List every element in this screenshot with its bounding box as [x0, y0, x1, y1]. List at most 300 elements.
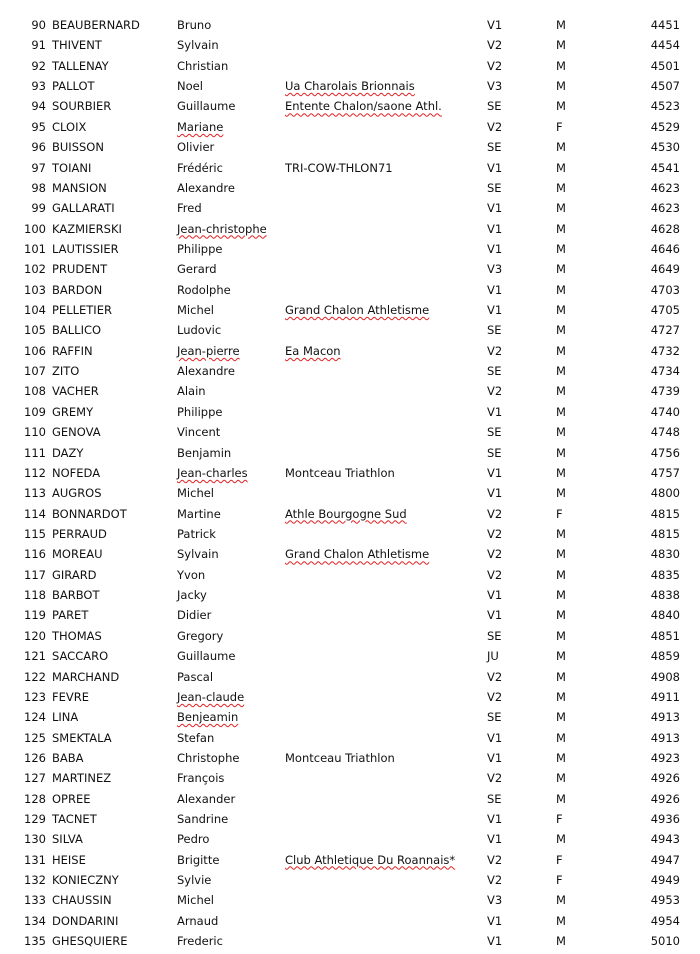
last-name-cell: GHESQUIERE [52, 934, 128, 949]
last-name-cell: BARDON [52, 282, 103, 297]
time-cell: 4739 [650, 384, 680, 399]
sex-cell: F [556, 873, 563, 888]
time-cell: 4947 [650, 852, 680, 867]
time-cell: 4501 [650, 58, 680, 73]
first-name-cell: Michel [177, 893, 214, 908]
first-name-cell: Jean-christophe [177, 221, 267, 236]
first-name-cell: Frederic [177, 934, 223, 949]
first-name-cell: Arnaud [177, 913, 219, 928]
first-name-cell: Fred [177, 201, 202, 216]
time-cell: 4541 [650, 160, 680, 175]
rank-cell: 94 [31, 99, 46, 114]
sex-cell: M [556, 934, 566, 949]
sex-cell: M [556, 18, 566, 32]
time-cell: 4800 [650, 486, 680, 501]
category-cell: SE [487, 425, 502, 440]
last-name-cell: TACNET [52, 812, 97, 827]
category-cell: V1 [487, 241, 503, 256]
table-row [0, 35, 700, 55]
club-cell: Ua Charolais Brionnais [285, 79, 415, 94]
time-cell: 4859 [650, 649, 680, 664]
category-cell: V1 [487, 18, 503, 32]
time-cell: 4740 [650, 404, 680, 419]
first-name-cell: Sylvain [177, 547, 219, 562]
rank-cell: 120 [24, 628, 46, 643]
last-name-cell: PALLOT [52, 79, 95, 94]
sex-cell: M [556, 58, 566, 73]
table-row [0, 422, 700, 442]
table-row [0, 96, 700, 116]
last-name-cell: ZITO [52, 364, 80, 379]
last-name-cell: PRUDENT [52, 262, 108, 277]
rank-cell: 126 [24, 750, 46, 765]
table-row [0, 463, 700, 483]
sex-cell: M [556, 608, 566, 623]
time-cell: 4838 [650, 588, 680, 603]
sex-cell: M [556, 526, 566, 541]
table-row [0, 259, 700, 279]
first-name-cell: François [177, 771, 225, 786]
table-row [0, 870, 700, 890]
sex-cell: M [556, 99, 566, 114]
rank-cell: 113 [24, 486, 46, 501]
category-cell: V2 [487, 669, 503, 684]
time-cell: 4649 [650, 262, 680, 277]
last-name-cell: MOREAU [52, 547, 103, 562]
rank-cell: 102 [24, 262, 46, 277]
time-cell: 4703 [650, 282, 680, 297]
table-row [0, 341, 700, 361]
first-name-cell: Noel [177, 79, 203, 94]
rank-cell: 114 [24, 506, 46, 521]
club-cell: Athle Bourgogne Sud [285, 506, 407, 521]
sex-cell: M [556, 465, 566, 480]
last-name-cell: MARCHAND [52, 669, 120, 684]
table-row [0, 809, 700, 829]
first-name-cell: Stefan [177, 730, 215, 745]
time-cell: 4840 [650, 608, 680, 623]
first-name-cell: Jean-charles [177, 465, 248, 480]
first-name-cell: Jean-claude [177, 689, 245, 704]
category-cell: V1 [487, 160, 503, 175]
sex-cell: F [556, 506, 563, 521]
rank-cell: 111 [24, 445, 46, 460]
last-name-cell: KONIECZNY [52, 873, 119, 888]
sex-cell: M [556, 750, 566, 765]
category-cell: V1 [487, 730, 503, 745]
last-name-cell: CHAUSSIN [52, 893, 112, 908]
first-name-cell: Brigitte [177, 852, 220, 867]
last-name-cell: PELLETIER [52, 303, 112, 318]
first-name-cell: Mariane [177, 119, 224, 134]
first-name-cell: Guillaume [177, 99, 236, 114]
table-row [0, 931, 700, 951]
last-name-cell: TOIANI [52, 160, 92, 175]
category-cell: V2 [487, 38, 503, 53]
rank-cell: 133 [24, 893, 46, 908]
table-row [0, 137, 700, 157]
club-cell: Club Athletique Du Roannais* [285, 852, 456, 867]
time-cell: 4530 [650, 140, 680, 155]
time-cell: 4727 [650, 323, 680, 338]
rank-cell: 97 [31, 160, 46, 175]
time-cell: 4923 [650, 750, 680, 765]
rank-cell: 106 [24, 343, 46, 358]
first-name-cell: Jacky [177, 588, 207, 603]
first-name-cell: Sandrine [177, 812, 229, 827]
sex-cell: M [556, 689, 566, 704]
rank-cell: 123 [24, 689, 46, 704]
table-row [0, 605, 700, 625]
table-row [0, 56, 700, 76]
category-cell: SE [487, 445, 502, 460]
table-row [0, 219, 700, 239]
time-cell: 4913 [650, 710, 680, 725]
last-name-cell: SOURBIER [52, 99, 112, 114]
table-row [0, 728, 700, 748]
sex-cell: M [556, 588, 566, 603]
category-cell: V2 [487, 506, 503, 521]
first-name-cell: Vincent [177, 425, 221, 440]
sex-cell: M [556, 567, 566, 582]
last-name-cell: BARBOT [52, 588, 100, 603]
sex-cell: F [556, 119, 563, 134]
rank-cell: 116 [24, 547, 46, 562]
rank-cell: 93 [31, 79, 46, 94]
last-name-cell: GALLARATI [52, 201, 115, 216]
table-row [0, 381, 700, 401]
rank-cell: 103 [24, 282, 46, 297]
table-row [0, 626, 700, 646]
category-cell: V2 [487, 873, 503, 888]
time-cell: 4815 [650, 506, 680, 521]
table-row [0, 544, 700, 564]
first-name-cell: Christian [177, 58, 229, 73]
last-name-cell: AUGROS [52, 486, 102, 501]
last-name-cell: LINA [52, 710, 79, 725]
time-cell: 4954 [650, 913, 680, 928]
category-cell: V1 [487, 750, 503, 765]
category-cell: V2 [487, 384, 503, 399]
time-cell: 4926 [650, 771, 680, 786]
time-cell: 4623 [650, 201, 680, 216]
rank-cell: 124 [24, 710, 46, 725]
rank-cell: 118 [24, 588, 46, 603]
category-cell: V1 [487, 303, 503, 318]
rank-cell: 90 [31, 18, 46, 32]
time-cell: 4523 [650, 99, 680, 114]
category-cell: V2 [487, 343, 503, 358]
sex-cell: M [556, 771, 566, 786]
rank-cell: 107 [24, 364, 46, 379]
sex-cell: M [556, 221, 566, 236]
category-cell: V1 [487, 812, 503, 827]
time-cell: 4623 [650, 180, 680, 195]
category-cell: V1 [487, 201, 503, 216]
table-row [0, 239, 700, 259]
rank-cell: 95 [31, 119, 46, 134]
first-name-cell: Patrick [177, 526, 216, 541]
table-row [0, 483, 700, 503]
category-cell: V1 [487, 588, 503, 603]
sex-cell: M [556, 649, 566, 664]
rank-cell: 109 [24, 404, 46, 419]
time-cell: 4454 [650, 38, 680, 53]
rank-cell: 98 [31, 180, 46, 195]
category-cell: V3 [487, 79, 503, 94]
rank-cell: 112 [24, 465, 46, 480]
table-row [0, 15, 700, 35]
rank-cell: 134 [24, 913, 46, 928]
club-cell: Entente Chalon/saone Athl. [285, 99, 442, 114]
first-name-cell: Sylvain [177, 38, 219, 53]
sex-cell: M [556, 364, 566, 379]
first-name-cell: Alexandre [177, 364, 235, 379]
time-cell: 5010 [650, 934, 680, 949]
first-name-cell: Alain [177, 384, 206, 399]
rank-cell: 108 [24, 384, 46, 399]
sex-cell: M [556, 140, 566, 155]
sex-cell: M [556, 79, 566, 94]
time-cell: 4926 [650, 791, 680, 806]
category-cell: V2 [487, 526, 503, 541]
table-row [0, 158, 700, 178]
first-name-cell: Benjamin [177, 445, 232, 460]
table-row [0, 667, 700, 687]
rank-cell: 127 [24, 771, 46, 786]
last-name-cell: NOFEDA [52, 465, 101, 480]
last-name-cell: CLOIX [52, 119, 87, 134]
first-name-cell: Guillaume [177, 649, 236, 664]
table-row [0, 320, 700, 340]
last-name-cell: MARTINEZ [52, 771, 112, 786]
rank-cell: 115 [24, 526, 46, 541]
category-cell: V2 [487, 852, 503, 867]
club-cell: Grand Chalon Athletisme [285, 547, 430, 562]
last-name-cell: MANSION [52, 180, 107, 195]
sex-cell: M [556, 486, 566, 501]
club-cell: Montceau Triathlon [285, 465, 395, 480]
table-row [0, 300, 700, 320]
time-cell: 4936 [650, 812, 680, 827]
time-cell: 4646 [650, 241, 680, 256]
rank-cell: 119 [24, 608, 46, 623]
rank-cell: 135 [24, 934, 46, 949]
first-name-cell: Rodolphe [177, 282, 231, 297]
table-row [0, 524, 700, 544]
time-cell: 4451 [650, 18, 680, 32]
rank-cell: 110 [24, 425, 46, 440]
sex-cell: M [556, 282, 566, 297]
rank-cell: 129 [24, 812, 46, 827]
table-row [0, 198, 700, 218]
last-name-cell: PERRAUD [52, 526, 107, 541]
first-name-cell: Bruno [177, 18, 212, 32]
category-cell: V1 [487, 282, 503, 297]
club-cell: TRI-COW-THLON71 [285, 160, 393, 175]
sex-cell: F [556, 812, 563, 827]
last-name-cell: DAZY [52, 445, 84, 460]
table-row [0, 280, 700, 300]
sex-cell: M [556, 893, 566, 908]
table-row [0, 748, 700, 768]
rank-cell: 92 [31, 58, 46, 73]
first-name-cell: Philippe [177, 241, 223, 256]
category-cell: JU [487, 649, 499, 664]
rank-cell: 99 [31, 201, 46, 216]
first-name-cell: Ludovic [177, 323, 222, 338]
first-name-cell: Frédéric [177, 160, 223, 175]
first-name-cell: Michel [177, 303, 214, 318]
rank-cell: 131 [24, 852, 46, 867]
last-name-cell: THOMAS [52, 628, 102, 643]
time-cell: 4949 [650, 873, 680, 888]
table-row [0, 911, 700, 931]
first-name-cell: Alexandre [177, 180, 235, 195]
last-name-cell: TALLENAY [52, 58, 109, 73]
last-name-cell: PARET [52, 608, 89, 623]
first-name-cell: Pascal [177, 669, 214, 684]
sex-cell: M [556, 730, 566, 745]
last-name-cell: VACHER [52, 384, 99, 399]
last-name-cell: RAFFIN [52, 343, 93, 358]
rank-cell: 91 [31, 38, 46, 53]
category-cell: V2 [487, 771, 503, 786]
table-row [0, 646, 700, 666]
time-cell: 4953 [650, 893, 680, 908]
category-cell: V1 [487, 934, 503, 949]
sex-cell: M [556, 913, 566, 928]
category-cell: V1 [487, 404, 503, 419]
last-name-cell: HEISE [52, 852, 86, 867]
table-row [0, 178, 700, 198]
first-name-cell: Alexander [177, 791, 236, 806]
sex-cell: M [556, 384, 566, 399]
first-name-cell: Jean-pierre [177, 343, 240, 358]
category-cell: SE [487, 628, 502, 643]
category-cell: V2 [487, 567, 503, 582]
category-cell: SE [487, 323, 502, 338]
sex-cell: M [556, 160, 566, 175]
sex-cell: M [556, 669, 566, 684]
rank-cell: 128 [24, 791, 46, 806]
category-cell: SE [487, 99, 502, 114]
first-name-cell: Didier [177, 608, 212, 623]
time-cell: 4734 [650, 364, 680, 379]
first-name-cell: Sylvie [177, 873, 212, 888]
last-name-cell: SACCARO [52, 649, 109, 664]
sex-cell: M [556, 343, 566, 358]
rank-cell: 104 [24, 303, 46, 318]
sex-cell: M [556, 425, 566, 440]
first-name-cell: Gerard [177, 262, 217, 277]
sex-cell: M [556, 404, 566, 419]
time-cell: 4830 [650, 547, 680, 562]
rank-cell: 105 [24, 323, 46, 338]
time-cell: 4835 [650, 567, 680, 582]
category-cell: V1 [487, 608, 503, 623]
time-cell: 4732 [650, 343, 680, 358]
category-cell: V2 [487, 119, 503, 134]
rank-cell: 101 [24, 241, 46, 256]
time-cell: 4748 [650, 425, 680, 440]
category-cell: V1 [487, 465, 503, 480]
last-name-cell: GREMY [52, 404, 94, 419]
table-row [0, 890, 700, 910]
table-row [0, 117, 700, 137]
last-name-cell: KAZMIERSKI [52, 221, 122, 236]
category-cell: SE [487, 180, 502, 195]
sex-cell: M [556, 832, 566, 847]
first-name-cell: Martine [177, 506, 221, 521]
last-name-cell: SILVA [52, 832, 83, 847]
last-name-cell: GIRARD [52, 567, 97, 582]
table-row [0, 585, 700, 605]
sex-cell: M [556, 445, 566, 460]
first-name-cell: Philippe [177, 404, 223, 419]
category-cell: V1 [487, 832, 503, 847]
category-cell: V2 [487, 689, 503, 704]
sex-cell: M [556, 628, 566, 643]
rank-cell: 96 [31, 140, 46, 155]
time-cell: 4911 [650, 689, 680, 704]
first-name-cell: Gregory [177, 628, 224, 643]
category-cell: SE [487, 710, 502, 725]
time-cell: 4507 [650, 79, 680, 94]
sex-cell: M [556, 262, 566, 277]
rank-cell: 130 [24, 832, 46, 847]
sex-cell: M [556, 791, 566, 806]
rank-cell: 117 [24, 567, 46, 582]
table-row [0, 789, 700, 809]
rank-cell: 125 [24, 730, 46, 745]
time-cell: 4756 [650, 445, 680, 460]
time-cell: 4705 [650, 303, 680, 318]
club-cell: Ea Macon [285, 343, 341, 358]
table-row [0, 707, 700, 727]
last-name-cell: BUISSON [52, 140, 104, 155]
last-name-cell: BABA [52, 750, 84, 765]
table-row [0, 76, 700, 96]
rank-cell: 122 [24, 669, 46, 684]
table-row [0, 768, 700, 788]
category-cell: SE [487, 140, 502, 155]
club-cell: Montceau Triathlon [285, 750, 395, 765]
first-name-cell: Pedro [177, 832, 210, 847]
sex-cell: M [556, 201, 566, 216]
sex-cell: M [556, 547, 566, 562]
sex-cell: M [556, 180, 566, 195]
first-name-cell: Yvon [177, 567, 206, 582]
table-row [0, 687, 700, 707]
time-cell: 4529 [650, 119, 680, 134]
last-name-cell: BALLICO [52, 323, 102, 338]
time-cell: 4628 [650, 221, 680, 236]
time-cell: 4757 [650, 465, 680, 480]
first-name-cell: Olivier [177, 140, 215, 155]
time-cell: 4908 [650, 669, 680, 684]
table-row [0, 361, 700, 381]
time-cell: 4913 [650, 730, 680, 745]
table-row [0, 504, 700, 524]
table-row [0, 402, 700, 422]
rank-cell: 100 [24, 221, 46, 236]
table-row [0, 565, 700, 585]
table-row [0, 829, 700, 849]
table-row [0, 443, 700, 463]
first-name-cell: Christophe [177, 750, 240, 765]
sex-cell: M [556, 323, 566, 338]
